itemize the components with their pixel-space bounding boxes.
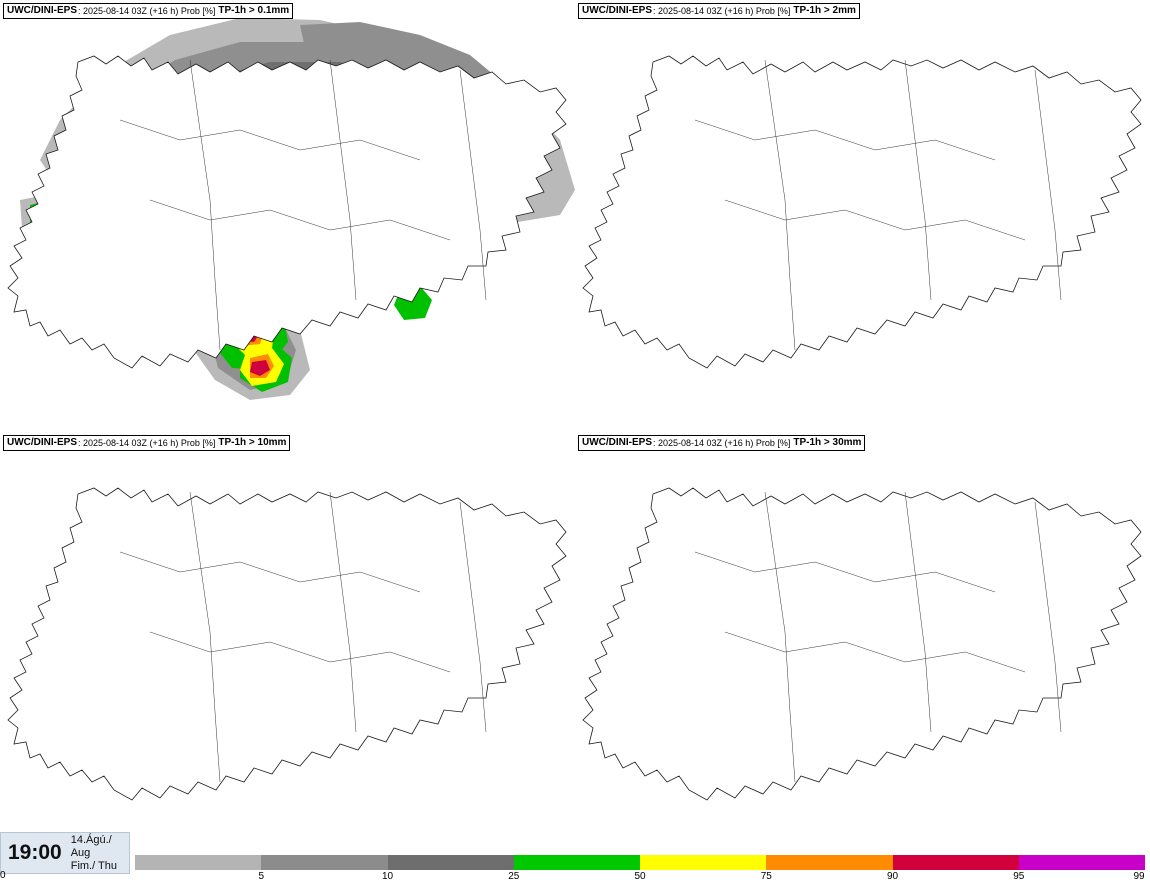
panel-2-map-svg bbox=[0, 432, 575, 862]
coastline-0 bbox=[8, 56, 566, 368]
panel-0-model: UWC/DINI-EPS bbox=[7, 4, 77, 16]
panel-1-map-svg bbox=[575, 0, 1150, 430]
colorbar-segment bbox=[766, 855, 892, 870]
map-panel-2[interactable] bbox=[0, 432, 575, 862]
colorbar bbox=[135, 855, 1145, 889]
panel-3-threshold: TP-1h > 30mm bbox=[793, 436, 862, 448]
colorbar-ticks bbox=[135, 870, 1145, 886]
colorbar-tick-label: 90 bbox=[886, 871, 899, 882]
colorbar-tick-label: 99 bbox=[1133, 871, 1145, 882]
map-panel-3[interactable] bbox=[575, 432, 1150, 862]
timestamp-date: 14.Ágú./ Aug bbox=[70, 833, 112, 859]
panel-0-run: : 2025-08-14 03Z (+16 h) Prob [%] bbox=[78, 5, 216, 16]
colorbar-segment bbox=[1019, 855, 1145, 870]
coastline-1 bbox=[583, 56, 1141, 368]
colorbar-segment bbox=[893, 855, 1019, 870]
panel-0-map-svg bbox=[0, 0, 575, 430]
panel-1-title bbox=[578, 3, 860, 19]
panel-3-map bbox=[575, 432, 1150, 862]
panel-3-title bbox=[578, 435, 865, 451]
map-panel-0[interactable] bbox=[0, 0, 575, 430]
panel-2-threshold: TP-1h > 10mm bbox=[218, 436, 287, 448]
colorbar-tick-label: 50 bbox=[634, 871, 646, 882]
panel-3-run: : 2025-08-14 03Z (+16 h) Prob [%] bbox=[653, 437, 791, 448]
panel-3-model: UWC/DINI-EPS bbox=[582, 436, 652, 448]
panel-0-map bbox=[0, 0, 575, 430]
colorbar-segment bbox=[261, 855, 387, 870]
panel-0-title bbox=[3, 3, 293, 19]
panel-1-threshold: TP-1h > 2mm bbox=[793, 4, 856, 16]
panel-3-map-svg bbox=[575, 432, 1150, 862]
colorbar-zero-label: 0 bbox=[0, 870, 6, 881]
colorbar-tick-label: 95 bbox=[1013, 871, 1025, 882]
timestamp-time: 19:00 bbox=[8, 841, 62, 864]
panel-1-model: UWC/DINI-EPS bbox=[582, 4, 652, 16]
colorbar-segment bbox=[388, 855, 514, 870]
colorbar-segment bbox=[514, 855, 640, 870]
map-panel-1[interactable] bbox=[575, 0, 1150, 430]
panel-1-run: : 2025-08-14 03Z (+16 h) Prob [%] bbox=[653, 5, 791, 16]
colorbar-tick-label: 25 bbox=[508, 871, 520, 882]
colorbar-segment bbox=[135, 855, 261, 870]
timestamp-box[interactable] bbox=[0, 832, 130, 874]
timestamp-date-block bbox=[71, 834, 129, 873]
panel-0-threshold: TP-1h > 0.1mm bbox=[218, 4, 290, 16]
colorbar-tick-label: 10 bbox=[381, 871, 394, 882]
colorbar-strip bbox=[135, 855, 1145, 870]
panel-2-title bbox=[3, 435, 290, 451]
colorbar-tick-label: 75 bbox=[760, 871, 772, 882]
panel-1-map bbox=[575, 0, 1150, 430]
colorbar-segment bbox=[640, 855, 766, 870]
timestamp-weekday: Fim./ Thu bbox=[70, 859, 117, 872]
panel-2-map bbox=[0, 432, 575, 862]
panel-2-model: UWC/DINI-EPS bbox=[7, 436, 77, 448]
panel-2-run: : 2025-08-14 03Z (+16 h) Prob [%] bbox=[78, 437, 216, 448]
coastline-2 bbox=[8, 488, 566, 800]
colorbar-tick-label: 5 bbox=[258, 871, 265, 882]
coastline-3 bbox=[583, 488, 1141, 800]
